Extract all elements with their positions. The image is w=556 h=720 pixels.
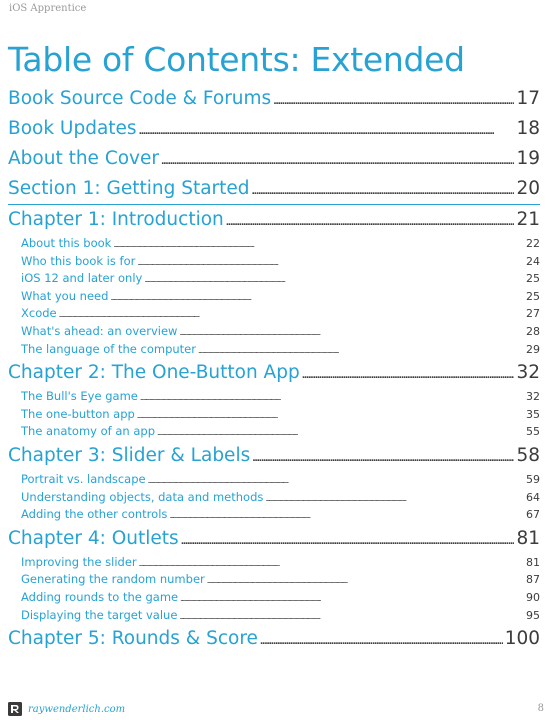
toc-subsection-entry[interactable] (8, 388, 540, 406)
toc-subsection-entry[interactable] (8, 571, 540, 589)
toc-entry-title: The one-button app (21, 406, 135, 421)
toc-entry-title: iOS 12 and later only (21, 271, 143, 286)
toc-dot-leader (260, 627, 503, 657)
footer-site-link[interactable]: raywenderlich.com (28, 703, 126, 715)
toc-entry-page: 27 (526, 307, 540, 321)
toc-entry-page: 20 (516, 178, 540, 199)
toc-entry-title: The Bull's Eye game (21, 389, 138, 404)
toc-entry-title: Chapter 3: Slider & Labels (8, 444, 251, 466)
toc-dot-leader (140, 390, 524, 408)
toc-dot-leader (252, 444, 514, 474)
toc-entry-title: Who this book is for (21, 253, 136, 268)
toc-entry-title: Portrait vs. landscape (21, 471, 146, 486)
toc-subsection-entry[interactable] (8, 288, 540, 306)
toc-subsection-entry[interactable] (8, 554, 540, 572)
toc-entry-page: 95 (526, 608, 540, 622)
toc-chapter-entry[interactable] (8, 205, 540, 235)
toc-entry-page: 24 (526, 254, 540, 268)
toc-entry-page: 28 (526, 324, 540, 338)
toc-entry-title: Adding the other controls (21, 507, 168, 522)
toc-entry-page: 81 (526, 555, 540, 569)
toc-subsection-entry[interactable] (8, 506, 540, 524)
toc-chapter-entry[interactable] (8, 114, 540, 144)
toc-entry-page: 87 (526, 573, 540, 587)
toc-chapter-entry[interactable] (8, 174, 540, 205)
toc-dot-leader (273, 87, 514, 117)
toc-chapter-entry[interactable] (8, 144, 540, 174)
toc-entry-title: Chapter 2: The One-Button App (8, 362, 300, 384)
toc-entry-page: 55 (526, 425, 540, 439)
toc-entry-title: Adding rounds to the game (21, 589, 179, 604)
toc-entry-page: 21 (516, 209, 540, 230)
toc-entry-page: 67 (526, 508, 540, 522)
toc-subsection-entry[interactable] (8, 305, 540, 323)
page-number: 8 (537, 703, 544, 714)
toc-entry-title: Chapter 1: Introduction (8, 209, 224, 230)
toc-subsection-entry[interactable] (8, 471, 540, 489)
toc-entry-title: Displaying the target value (21, 607, 178, 622)
toc-entry-title: What's ahead: an overview (21, 323, 178, 338)
toc-dot-leader (302, 361, 515, 391)
toc-entry-title: Book Source Code & Forums (8, 88, 272, 109)
toc-dot-leader (169, 508, 524, 526)
toc-entry-title: Chapter 4: Outlets (8, 527, 179, 549)
toc-dot-leader (180, 591, 524, 609)
toc-dot-leader (179, 325, 524, 343)
toc-subsection-entry[interactable] (8, 323, 540, 341)
toc-chapter-entry[interactable] (8, 358, 540, 388)
toc-entry-page: 64 (526, 490, 540, 504)
toc-entry-title: Book Updates (8, 118, 137, 139)
toc-entry-page: 18 (516, 118, 540, 139)
toc-entry-page: 19 (516, 148, 540, 169)
toc-subsection-entry[interactable] (8, 589, 540, 607)
toc-subsection-entry[interactable] (8, 607, 540, 625)
toc-entry-page: 29 (526, 342, 540, 356)
toc-subsection-entry[interactable] (8, 406, 540, 424)
toc-dot-leader (252, 177, 515, 207)
toc-entry-page: 25 (526, 272, 540, 286)
toc-chapter-entry[interactable] (8, 441, 540, 471)
toc-entry-title: Xcode (21, 306, 57, 321)
toc-entry-page: 90 (526, 590, 540, 604)
toc-entry-page: 25 (526, 289, 540, 303)
toc-dot-leader (137, 408, 524, 426)
toc-dot-leader (161, 147, 514, 177)
toc-dot-leader (113, 237, 524, 255)
toc-dot-leader (110, 290, 524, 308)
toc-chapter-entry[interactable] (8, 84, 540, 114)
toc-entry-title: The anatomy of an app (21, 424, 156, 439)
page-title: Table of Contents: Extended (8, 40, 465, 79)
toc-dot-leader (144, 272, 524, 290)
toc-entry-page: 35 (526, 407, 540, 421)
toc-entry-title: Chapter 5: Rounds & Score (8, 628, 258, 650)
toc-entry-page: 58 (516, 444, 540, 466)
toc-subsection-entry[interactable] (8, 489, 540, 507)
toc-entry-title: About this book (21, 236, 112, 250)
raywenderlich-logo-icon (8, 702, 22, 716)
running-header: iOS Apprentice (9, 3, 87, 14)
toc-subsection-entry[interactable] (8, 253, 540, 271)
toc-entry-title: About the Cover (8, 148, 159, 169)
toc-entry-title: What you need (21, 288, 109, 303)
toc-subsection-entry[interactable] (8, 235, 540, 253)
toc-chapter-entry[interactable] (8, 624, 540, 654)
toc-subsection-entry[interactable] (8, 270, 540, 288)
toc-entry-page: 32 (526, 390, 540, 404)
toc-chapter-entry[interactable] (8, 524, 540, 554)
toc-entry-page: 22 (526, 237, 540, 250)
toc-entry-page: 59 (526, 472, 540, 486)
toc-dot-leader (139, 117, 515, 147)
toc-dot-leader (207, 573, 524, 591)
toc-entry-page: 32 (516, 362, 540, 384)
footer (8, 702, 125, 716)
toc-entry-page: 100 (504, 628, 540, 650)
toc-subsection-entry[interactable] (8, 341, 540, 359)
toc-entry-page: 17 (516, 88, 540, 109)
toc-entry-title: The language of the computer (21, 341, 196, 356)
toc-entry-title: Improving the slider (21, 554, 137, 569)
toc-dot-leader (181, 527, 515, 557)
table-of-contents (8, 84, 540, 654)
toc-entry-title: Section 1: Getting Started (8, 178, 250, 199)
toc-dot-leader (265, 491, 524, 509)
toc-dot-leader (226, 208, 515, 238)
toc-entry-page: 81 (516, 527, 540, 549)
toc-entry-title: Understanding objects, data and methods (21, 489, 264, 504)
toc-subsection-entry[interactable] (8, 423, 540, 441)
toc-dot-leader (137, 255, 524, 273)
toc-entry-title: Generating the random number (21, 572, 205, 587)
